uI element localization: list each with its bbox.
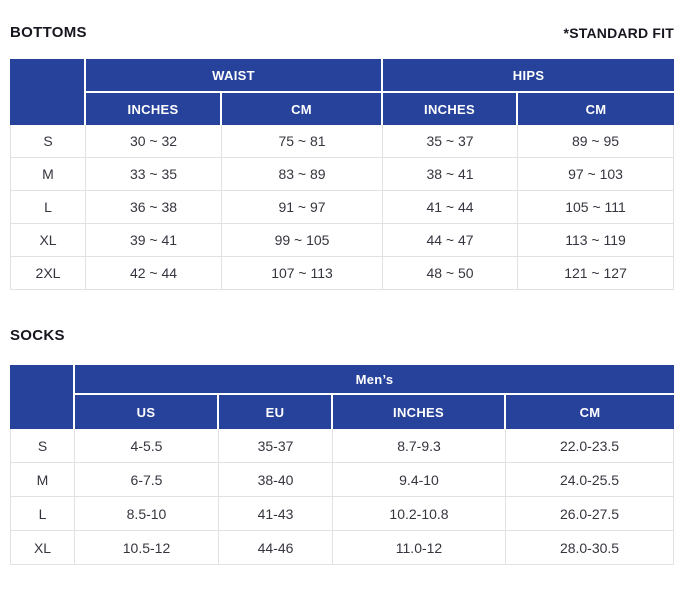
socks-size-table <box>10 365 674 565</box>
socks-corner-cell <box>10 365 75 429</box>
value-cell: 26.0-27.5 <box>506 497 674 531</box>
value-cell: 38-40 <box>219 463 333 497</box>
value-cell: 89 ~ 95 <box>518 125 674 158</box>
value-cell: 30 ~ 32 <box>86 125 222 158</box>
size-cell: L <box>10 497 75 531</box>
value-cell: 83 ~ 89 <box>222 158 383 191</box>
value-cell: 8.5-10 <box>75 497 219 531</box>
bottoms-title-row <box>10 24 674 41</box>
value-cell: 75 ~ 81 <box>222 125 383 158</box>
value-cell: 10.2-10.8 <box>333 497 506 531</box>
hips-cm-header: CM <box>518 93 674 125</box>
table-row <box>10 257 674 290</box>
waist-inches-header: INCHES <box>86 93 222 125</box>
value-cell: 91 ~ 97 <box>222 191 383 224</box>
size-cell: 2XL <box>10 257 86 290</box>
size-cell: XL <box>10 531 75 565</box>
value-cell: 113 ~ 119 <box>518 224 674 257</box>
value-cell: 36 ~ 38 <box>86 191 222 224</box>
value-cell: 121 ~ 127 <box>518 257 674 290</box>
value-cell: 9.4-10 <box>333 463 506 497</box>
mens-group-header: Men’s <box>75 365 674 395</box>
value-cell: 33 ~ 35 <box>86 158 222 191</box>
value-cell: 39 ~ 41 <box>86 224 222 257</box>
bottoms-size-table <box>10 59 674 290</box>
size-cell: M <box>10 463 75 497</box>
value-cell: 8.7-9.3 <box>333 429 506 463</box>
value-cell: 35 ~ 37 <box>383 125 518 158</box>
table-row <box>10 531 674 565</box>
hips-group-header: HIPS <box>383 59 674 93</box>
value-cell: 48 ~ 50 <box>383 257 518 290</box>
value-cell: 44-46 <box>219 531 333 565</box>
value-cell: 97 ~ 103 <box>518 158 674 191</box>
size-cell: S <box>10 429 75 463</box>
table-row <box>10 224 674 257</box>
value-cell: 105 ~ 111 <box>518 191 674 224</box>
table-row <box>10 463 674 497</box>
socks-section-title: SOCKS <box>10 327 65 344</box>
socks-inches-header: INCHES <box>333 395 506 429</box>
value-cell: 4-5.5 <box>75 429 219 463</box>
value-cell: 11.0-12 <box>333 531 506 565</box>
table-row <box>10 429 674 463</box>
table-row <box>10 497 674 531</box>
value-cell: 41-43 <box>219 497 333 531</box>
value-cell: 35-37 <box>219 429 333 463</box>
value-cell: 22.0-23.5 <box>506 429 674 463</box>
bottoms-corner-cell <box>10 59 86 125</box>
value-cell: 28.0-30.5 <box>506 531 674 565</box>
value-cell: 10.5-12 <box>75 531 219 565</box>
waist-cm-header: CM <box>222 93 383 125</box>
socks-us-header: US <box>75 395 219 429</box>
value-cell: 38 ~ 41 <box>383 158 518 191</box>
value-cell: 44 ~ 47 <box>383 224 518 257</box>
table-row <box>10 125 674 158</box>
size-cell: XL <box>10 224 86 257</box>
value-cell: 42 ~ 44 <box>86 257 222 290</box>
hips-inches-header: INCHES <box>383 93 518 125</box>
size-cell: L <box>10 191 86 224</box>
size-cell: S <box>10 125 86 158</box>
value-cell: 41 ~ 44 <box>383 191 518 224</box>
value-cell: 6-7.5 <box>75 463 219 497</box>
socks-cm-header: CM <box>506 395 674 429</box>
socks-eu-header: EU <box>219 395 333 429</box>
socks-title-row <box>10 327 674 344</box>
size-cell: M <box>10 158 86 191</box>
standard-fit-note: *STANDARD FIT <box>563 25 674 41</box>
size-chart-page <box>0 24 684 598</box>
value-cell: 99 ~ 105 <box>222 224 383 257</box>
value-cell: 24.0-25.5 <box>506 463 674 497</box>
table-row <box>10 158 674 191</box>
bottoms-section-title: BOTTOMS <box>10 24 87 41</box>
waist-group-header: WAIST <box>86 59 383 93</box>
value-cell: 107 ~ 113 <box>222 257 383 290</box>
table-row <box>10 191 674 224</box>
